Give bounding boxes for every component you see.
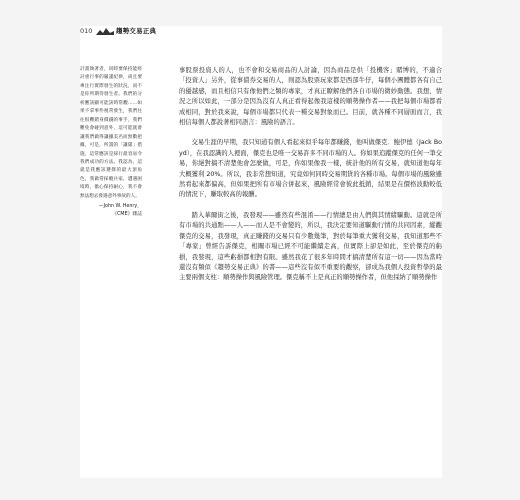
main-text xyxy=(179,66,442,284)
body-paragraph: 交易生涯的早期，我只知道有個人看起來似乎每年都賺錢，他叫做傑克．鮑伊德（Jack Boyd），在我認識的人裡面，傑克也是唯一交易許多不同市場的人。你如果追蹤傑克的任何一筆交易，你絕對搞不清楚他會怎麼做，可是，你如果像我一樣，統計他的所有交易，就知道他每年大概獲利 20%。所以，我非常想知道，究竟如何同時交易期貨的各種市場。每個市場的風險雖然看起來都偏高，但如果把所有市場合併起來，風險經常會彼此抵銷，結果是在價格波動較低的情況下，賺取較高的報酬。 xyxy=(179,139,442,199)
book-title: 趨勢交易正典 xyxy=(116,27,157,35)
body-paragraph: 事股票投資人的人，也不會和交易商品的人討論，因為商品是供「投機客」賭博的，不適合「投資人」另外，從事債券交易的人，則認為股票玩家都是西部牛仔，每個小團體都各有自己的優越感，而且相信只有像他們之類的專家，才真正瞭解他們各自市場的微妙動態。我想，情況之所以如此，一部分是因為沒有人真正看得起像我這樣的順勢操作者——我把每個市場都看成相同，對於我來說，每個市場都只代表一種交易對象而已。目前，就各種不同層面而言，我相信每個人都說著相同語言：風險的語言。 xyxy=(179,67,442,127)
quote-attribution-name: —John W. Henry， xyxy=(98,204,142,210)
running-header xyxy=(80,26,442,38)
quote-attribution-source: 《CME》雜誌 xyxy=(112,211,142,217)
publisher-logo-icon xyxy=(96,28,114,35)
sidebar-quote: 計畫執著者，同時要保持能經討重行事的嚴謹紀律，尚且要專注行實際發生的狀況，而不是你所期待發生者。我們的分析應該顯可能該時常觀……如果不拿事件視常發生，我們往往很難錯身價錢的事手，我們難免會碰到意外，這可能就會讓我們做得讓據美名而無數把據，可是，所謂的「讓隊」措施，這常應該是採行最容易令我們成功的方法。我認為，這就是我應該選擇的最大頂角色，我做常採縱兵家，遭遇困境時，擔心保持耐心，我不會無法想去發遇意外事故的人。 xyxy=(80,67,142,199)
book-page xyxy=(80,26,442,478)
page-number: 010 xyxy=(80,27,93,35)
sidebar-quote-block xyxy=(80,66,142,218)
body-paragraph: 踏入華爾街之後，我發現——雖然有些混淆——行情總是由人們與其情緒驅動。這就是所有市場的共通點——人——而人是不會變的，所以，我決定要知道驅動行情的共同因素，縱觀傑克的交易，我發現，真正賺錢的交易只有少數幾筆，對於每筆重大獲利交易，我知道那些不「專家」曾經告訴傑克，相關市場已經不可能繼續走高，但實際上卻是如此，至於傑克的虧損，我發現，這些虧損都相對有限。雖然我花了很多年時間才搞清楚所有這一切——因為當時還沒有類似《趨勢交易正典》的書——這些沒有似不重要的觀察，卻成為我個人投資哲學的最主要兩個支柱：順勢操作與風險管理。傑克稱不上是真正的順勢操作者，但他採納了順勢操作 xyxy=(179,211,442,282)
